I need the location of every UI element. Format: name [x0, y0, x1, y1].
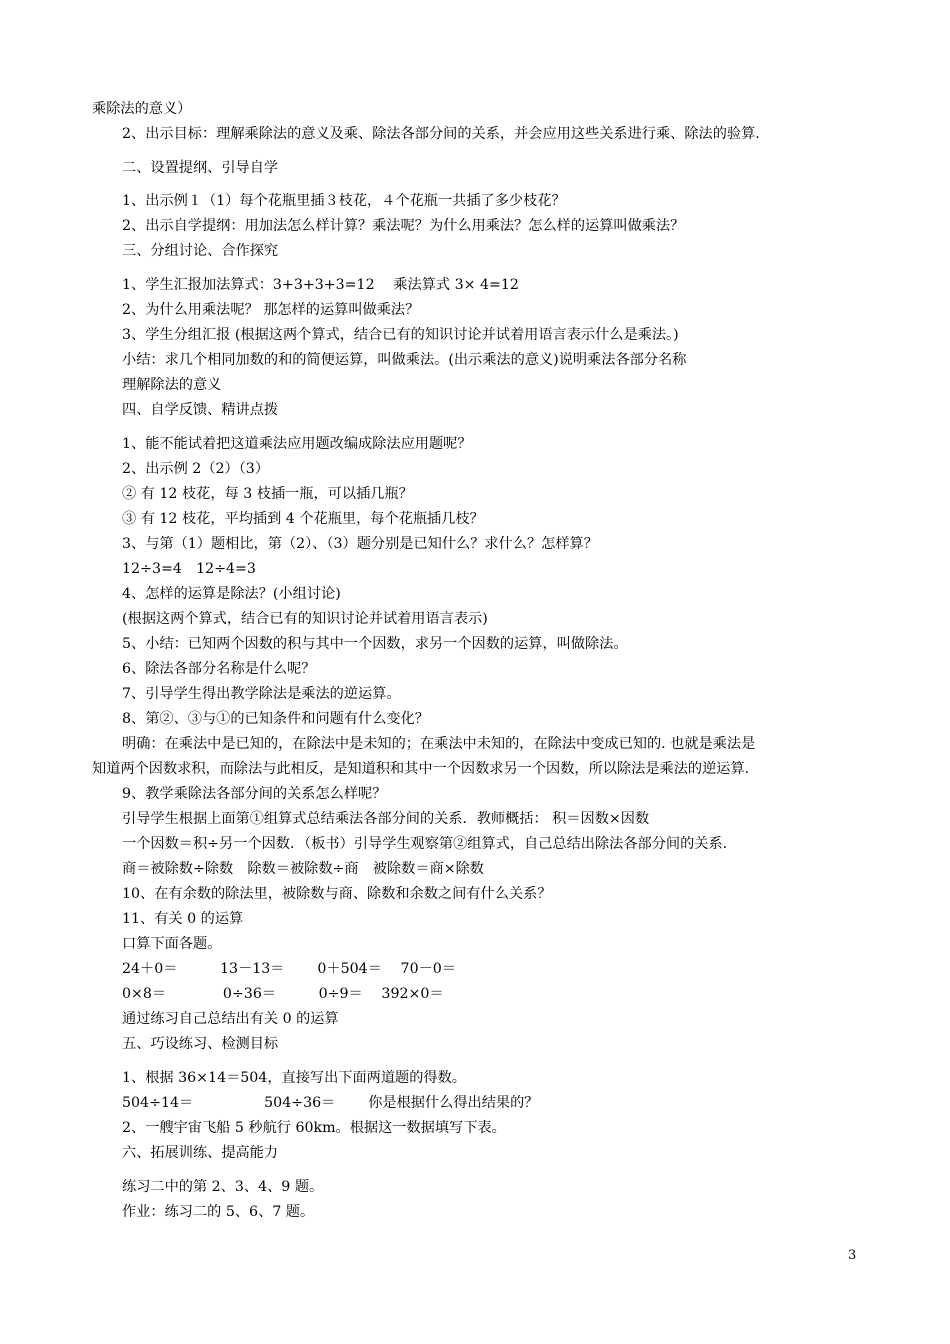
- text-line: 2、为什么用乘法呢？ 那怎样的运算叫做乘法？: [122, 302, 420, 318]
- text-line: 理解除法的意义: [122, 377, 222, 393]
- section-heading: 六、拓展训练、提高能力: [122, 1145, 279, 1161]
- text-line: 作业：练习二的 5、6、7 题。: [122, 1204, 315, 1220]
- text-line: 明确：在乘法中是已知的，在除法中是未知的；在乘法中未知的，在除法中变成已知的. 也就是乘法是: [122, 736, 756, 752]
- section-heading: 三、分组讨论、合作探究: [122, 243, 279, 259]
- text-line: 1、学生汇报加法算式：3+3+3+3=12 乘法算式 3× 4=12: [122, 277, 519, 293]
- text-line: 4、怎样的运算是除法？(小组讨论): [122, 586, 341, 602]
- text-line: 12÷3=4 12÷4=3: [122, 561, 256, 577]
- text-line: 2、出示自学提纲：用加法怎么样计算？乘法呢？为什么用乘法？怎么样的运算叫做乘法？: [122, 218, 685, 234]
- text-line: 通过练习自己总结出有关 0 的运算: [122, 1011, 339, 1027]
- text-line: 0×8＝ 0÷36＝ 0÷9＝ 392×0＝: [122, 986, 444, 1002]
- section-heading: 四、自学反馈、精讲点拨: [122, 402, 279, 418]
- text-line: 2、一艘宇宙飞船 5 秒航行 60km。根据这一数据填写下表。: [122, 1120, 506, 1136]
- text-line: 1、出示例１（1）每个花瓶里插３枝花，４个花瓶一共插了多少枝花？: [122, 193, 566, 209]
- text-line: 5、小结：已知两个因数的积与其中一个因数，求另一个因数的运算，叫做除法。: [122, 636, 628, 652]
- text-line: 10、在有余数的除法里，被除数与商、除数和余数之间有什么关系？: [122, 886, 552, 902]
- text-line: (根据这两个算式，结合已有的知识讨论并试着用语言表示): [122, 611, 488, 627]
- text-line: 9、教学乘除法各部分间的关系怎么样呢？: [122, 786, 387, 802]
- text-line: 引导学生根据上面第①组算式总结乘法各部分间的关系．教师概括： 积＝因数×因数: [122, 811, 650, 827]
- text-line: 8、第②、③与①的已知条件和问题有什么变化？: [122, 711, 429, 727]
- text-line: 2、出示目标：理解乘除法的意义及乘、除法各部分间的关系，并会应用这些关系进行乘、除法的验算.: [122, 126, 760, 142]
- text-line: 乘除法的意义）: [92, 101, 192, 117]
- text-line: 商＝被除数÷除数 除数＝被除数÷商 被除数＝商×除数: [122, 861, 484, 877]
- text-line: 练习二中的第 2、3、4、9 题。: [122, 1179, 324, 1195]
- text-line: 3、学生分组汇报 (根据这两个算式，结合已有的知识讨论并试着用语言表示什么是乘法。): [122, 327, 679, 343]
- text-line: 11、有关 0 的运算: [122, 911, 244, 927]
- text-line: 1、根据 36×14＝504，直接写出下面两道题的得数。: [122, 1070, 466, 1086]
- text-line: 知道两个因数求积，而除法与此相反，是知道积和其中一个因数求另一个因数，所以除法是乘法的逆运算.: [92, 761, 750, 777]
- text-line: 小结：求几个相同加数的和的简便运算，叫做乘法。(出示乘法的意义)说明乘法各部分名称: [122, 352, 687, 368]
- text-line: 6、除法各部分名称是什么呢？: [122, 661, 316, 677]
- text-line: 7、引导学生得出教学除法是乘法的逆运算。: [122, 686, 401, 702]
- page-number: 3: [848, 1248, 857, 1263]
- text-line: 2、出示例 2（2）（3）: [122, 461, 270, 477]
- text-line: 1、能不能试着把这道乘法应用题改编成除法应用题呢？: [122, 436, 472, 452]
- text-line: ② 有 12 枝花，每 3 枝插一瓶，可以插几瓶？: [122, 486, 413, 502]
- text-line: 3、与第（1）题相比，第（2）、（3）题分别是已知什么？求什么？怎样算？: [122, 536, 598, 552]
- section-heading: 二、设置提纲、引导自学: [122, 160, 279, 176]
- text-line: 一个因数＝积÷另一个因数．（板书）引导学生观察第②组算式，自己总结出除法各部分间的关系.: [122, 836, 728, 852]
- text-line: 24＋0＝ 13－13＝ 0＋504＝ 70－0＝: [122, 961, 457, 977]
- text-line: 504÷14＝ 504÷36＝ 你是根据什么得出结果的？: [122, 1095, 539, 1111]
- text-line: ③ 有 12 枝花，平均插到 4 个花瓶里，每个花瓶插几枝？: [122, 511, 484, 527]
- section-heading: 五、巧设练习、检测目标: [122, 1036, 279, 1052]
- text-line: 口算下面各题。: [122, 936, 222, 952]
